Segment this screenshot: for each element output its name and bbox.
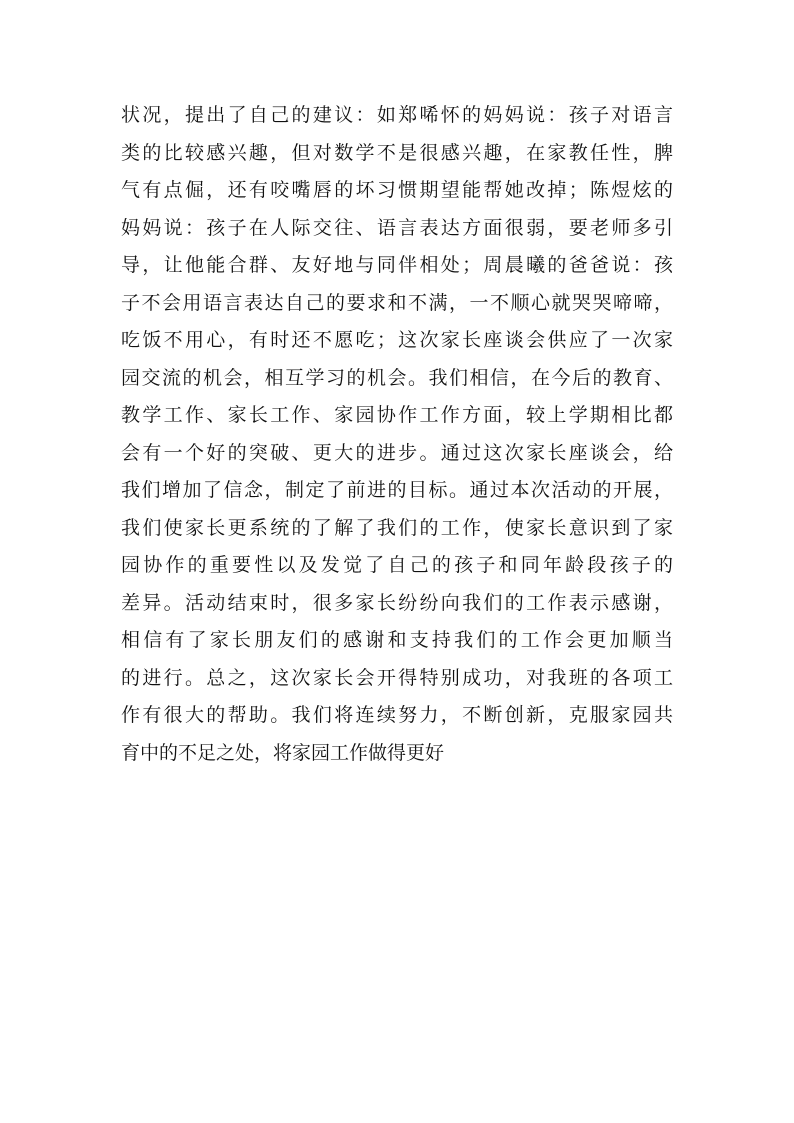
body-paragraph — [121, 97, 673, 772]
text-line: 妈妈说：孩子在人际交往、语言表达方面很弱，要老师多引 — [121, 216, 673, 239]
text-line: 相信有了家长朋友们的感谢和支持我们的工作会更加顺当 — [121, 629, 673, 651]
text-line: 育中的不足之处，将家园工作做得更好 — [121, 741, 445, 764]
text-line: 吃饭不用心，有时还不愿吃；这次家长座谈会供应了一次家 — [121, 329, 673, 351]
text-line: 我们增加了信念，制定了前进的目标。通过本次活动的开展， — [121, 479, 673, 501]
text-line: 我们使家长更系统的了解了我们的工作，使家长意识到了家 — [121, 516, 673, 539]
text-line: 气有点倔，还有咬嘴唇的坏习惯期望能帮她改掉；陈煜炫的 — [121, 179, 673, 201]
text-line: 状况，提出了自己的建议：如郑唏怀的妈妈说：孩子对语言 — [121, 104, 673, 126]
text-line: 差异。活动结束时，很多家长纷纷向我们的工作表示感谢， — [121, 591, 673, 614]
text-line: 教学工作、家长工作、家园协作工作方面，较上学期相比都 — [121, 404, 673, 426]
text-line: 会有一个好的突破、更大的进步。通过这次家长座谈会，给 — [121, 441, 673, 464]
text-line: 导，让他能合群、友好地与同伴相处；周晨曦的爸爸说：孩 — [121, 254, 673, 276]
text-line: 的进行。总之，这次家长会开得特别成功，对我班的各项工 — [121, 666, 673, 689]
text-line: 类的比较感兴趣，但对数学不是很感兴趣，在家教任性，脾 — [121, 141, 673, 164]
text-line: 园协作的重要性以及发觉了自己的孩子和同年龄段孩子的 — [121, 554, 673, 576]
text-line: 园交流的机会，相互学习的机会。我们相信，在今后的教育、 — [121, 366, 673, 389]
text-line: 子不会用语言表达自己的要求和不满，一不顺心就哭哭啼啼， — [121, 291, 673, 314]
text-line: 作有很大的帮助。我们将连续努力，不断创新，克服家园共 — [121, 704, 673, 726]
